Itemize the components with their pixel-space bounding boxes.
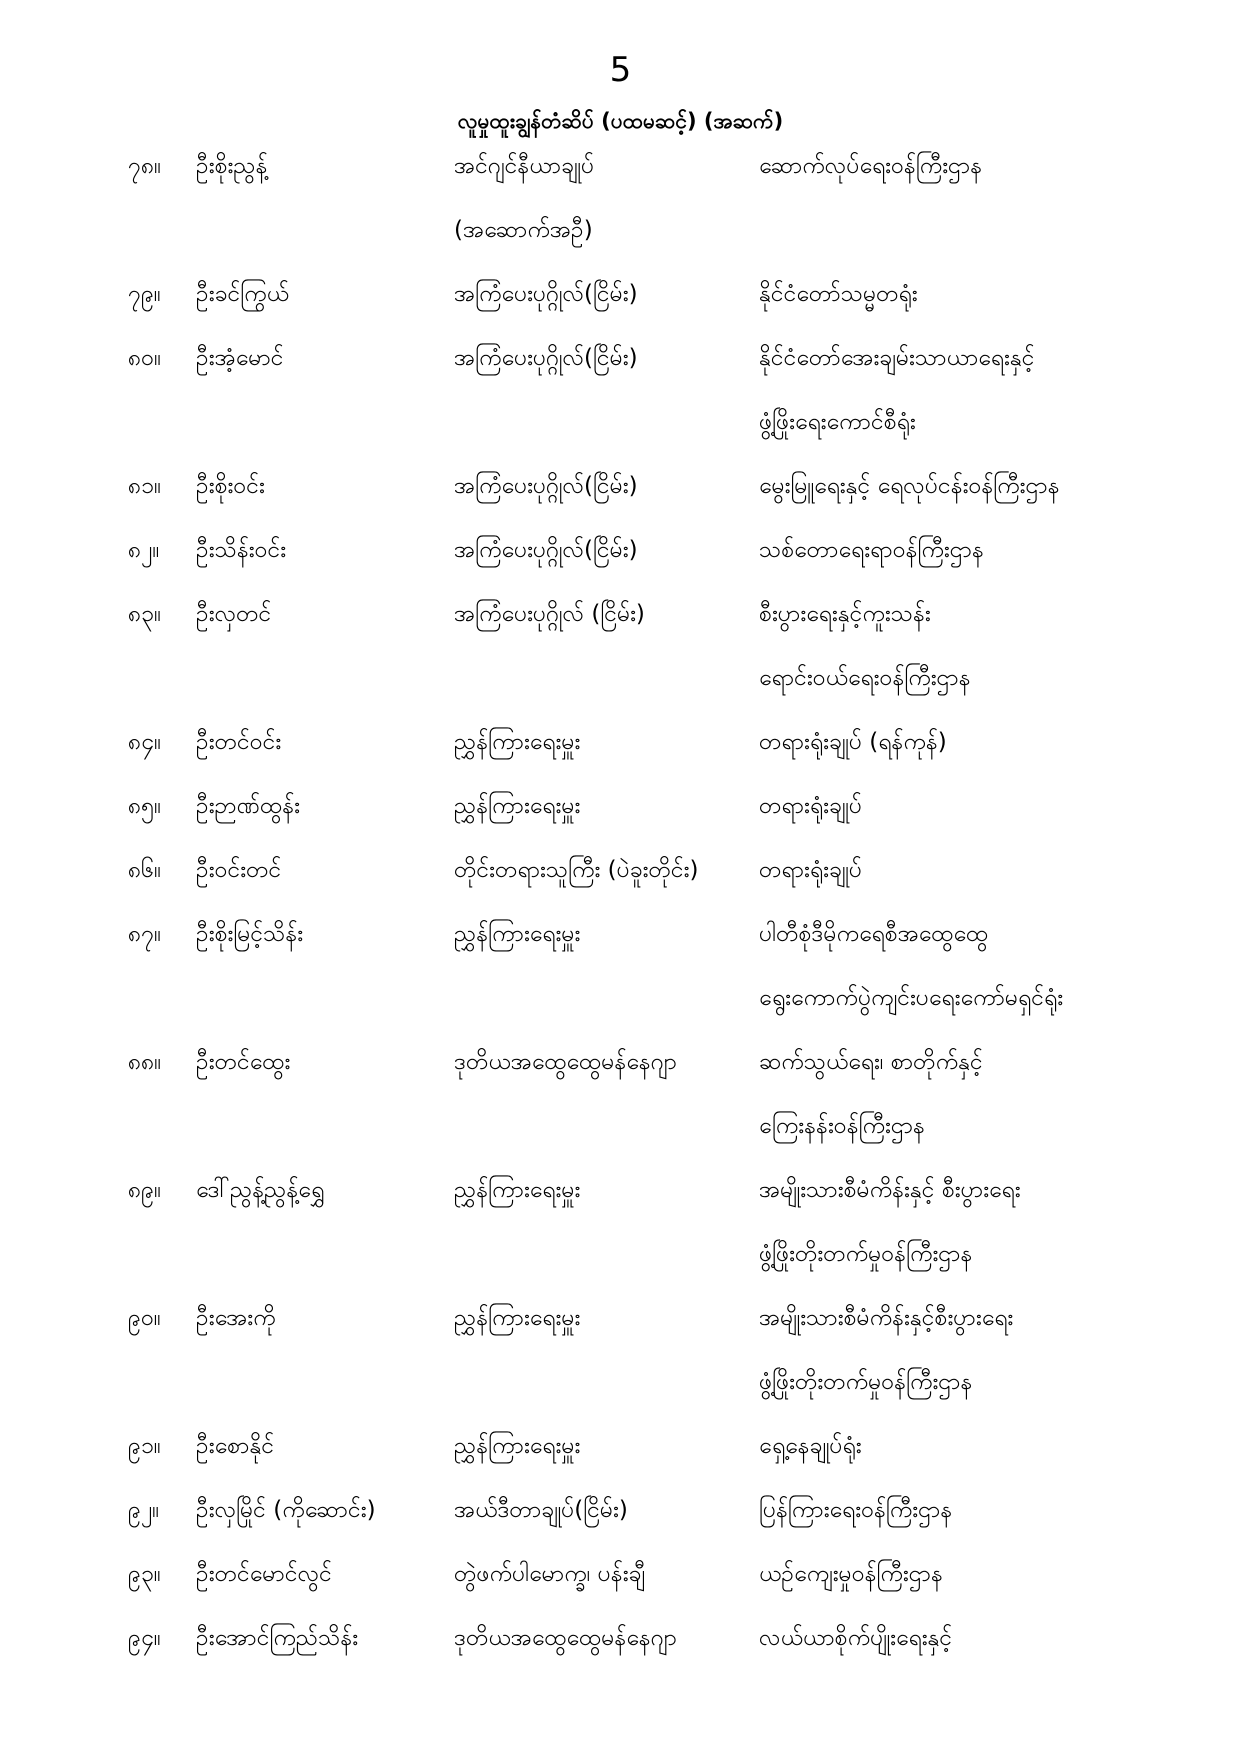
position-cell: [454, 598, 759, 630]
row-number-cell: [128, 1494, 196, 1526]
department-cell: [759, 1494, 1201, 1526]
department-cell: [759, 278, 1201, 310]
name-cell: [196, 150, 454, 182]
name-cell: [196, 1302, 454, 1334]
name-cell: [196, 1494, 454, 1526]
row-number: ၇၉။: [128, 281, 161, 307]
row-number-cell: [128, 342, 196, 374]
recipient-name: ဦးလှတင်: [196, 601, 272, 627]
department-text-line: ဖွံ့ဖြိုးရေးကောင်စီရုံး: [759, 409, 916, 435]
department-cell: [759, 150, 1201, 182]
position-text-line: ညွှန်ကြားရေးမှူး: [454, 1177, 581, 1203]
position-text-line: တိုင်းတရားသူကြီး (ပဲခူးတိုင်း): [454, 857, 699, 883]
department-text-line: ပြန်ကြားရေးဝန်ကြီးဌာန: [759, 1497, 953, 1523]
award-list-table: [128, 150, 1201, 1686]
position-text-line: ဒုတိယအထွေထွေမန်နေဂျာ: [454, 1625, 677, 1651]
row-number: ၉၀။: [128, 1305, 161, 1331]
row-number: ၈၉။: [128, 1177, 162, 1203]
name-cell: [196, 854, 454, 886]
department-text-line: နိုင်ငံတော်အေးချမ်းသာယာရေးနှင့်: [759, 345, 1035, 371]
table-row: [128, 598, 1201, 694]
table-row: [128, 342, 1201, 438]
position-cell: [454, 470, 759, 502]
position-text-line: ညွှန်ကြားရေးမှူး: [454, 921, 581, 947]
position-text-line: အင်ဂျင်နီယာချုပ်: [454, 153, 595, 179]
position-text-line: အကြံပေးပုဂ္ဂိုလ်(ငြိမ်း): [454, 281, 638, 307]
position-cell: [454, 790, 759, 822]
row-number-cell: [128, 1622, 196, 1654]
position-text-line: ညွှန်ကြားရေးမှူး: [454, 1305, 581, 1331]
department-cell: [759, 854, 1201, 886]
table-row: [128, 470, 1201, 502]
department-cell: [759, 1302, 1201, 1398]
position-cell: [454, 726, 759, 758]
row-number: ၈၂။: [128, 537, 160, 563]
recipient-name: ဦးလှမြိုင် (ကိုဆောင်း): [196, 1497, 376, 1523]
recipient-name: ဦးစိုးညွန့်: [196, 153, 268, 179]
department-cell: [759, 1622, 1201, 1654]
row-number-cell: [128, 534, 196, 566]
recipient-name: ဦးတင်မောင်လွင်: [196, 1561, 332, 1587]
row-number: ၈၆။: [128, 857, 162, 883]
row-number-cell: [128, 1046, 196, 1078]
department-text-line: ဖွံ့ဖြိုးတိုးတက်မှုဝန်ကြီးဌာန: [759, 1241, 973, 1267]
table-row: [128, 150, 1201, 246]
position-cell: [454, 1430, 759, 1462]
recipient-name: ဦးစိုးမြင့်သိန်း: [196, 921, 304, 947]
row-number: ၈၈။: [128, 1049, 162, 1075]
department-text-line: အမျိုးသားစီမံကိန်းနှင့် စီးပွားရေး: [759, 1177, 1021, 1203]
department-text-line: ဆက်သွယ်ရေး၊ စာတိုက်နှင့်: [759, 1049, 983, 1075]
department-text-line: မွေးမြူရေးနှင့် ရေလုပ်ငန်းဝန်ကြီးဌာန: [759, 473, 1060, 499]
name-cell: [196, 1174, 454, 1206]
department-text-line: ဆောက်လုပ်ရေးဝန်ကြီးဌာန: [759, 153, 983, 179]
department-text-line: ရှေ့နေချုပ်ရုံး: [759, 1433, 862, 1459]
page-number: 5: [609, 50, 632, 90]
department-cell: [759, 1174, 1201, 1270]
position-cell: [454, 1302, 759, 1334]
recipient-name: ဦးအေးကို: [196, 1305, 276, 1331]
row-number: ၉၂။: [128, 1497, 160, 1523]
row-number-cell: [128, 598, 196, 630]
row-number: ၈၃။: [128, 601, 162, 627]
document-title: လူမှုထူးချွန်တံဆိပ် (ပထမဆင့်) (အဆက်): [457, 109, 784, 133]
department-cell: [759, 534, 1201, 566]
row-number: ၈၅။: [128, 793, 162, 819]
row-number: ၉၁။: [128, 1433, 161, 1459]
table-row: [128, 1558, 1201, 1590]
table-row: [128, 534, 1201, 566]
department-cell: [759, 1046, 1201, 1142]
department-text-line: တရားရုံးချုပ်: [759, 793, 862, 819]
position-text-line: အကြံပေးပုဂ္ဂိုလ် (ငြိမ်း): [454, 601, 645, 627]
row-number-cell: [128, 1174, 196, 1206]
table-row: [128, 1302, 1201, 1398]
department-cell: [759, 726, 1201, 758]
position-cell: [454, 150, 759, 246]
row-number-cell: [128, 470, 196, 502]
recipient-name: ဦးတင်ဝင်း: [196, 729, 282, 755]
recipient-name: ဦးဝင်းတင်: [196, 857, 282, 883]
table-row: [128, 854, 1201, 886]
department-text-line: ရောင်းဝယ်ရေးဝန်ကြီးဌာန: [759, 665, 971, 691]
row-number: ၇၈။: [128, 153, 162, 179]
department-cell: [759, 1430, 1201, 1462]
department-cell: [759, 1558, 1201, 1590]
position-text-line: ညွှန်ကြားရေးမှူး: [454, 1433, 581, 1459]
row-number: ၈၄။: [128, 729, 162, 755]
row-number-cell: [128, 1558, 196, 1590]
table-row: [128, 918, 1201, 1014]
name-cell: [196, 598, 454, 630]
table-row: [128, 1046, 1201, 1142]
name-cell: [196, 278, 454, 310]
department-cell: [759, 598, 1201, 694]
row-number-cell: [128, 278, 196, 310]
recipient-name: ဦးခင်ကြွယ်: [196, 281, 289, 307]
department-text-line: နိုင်ငံတော်သမ္မတရုံး: [759, 281, 918, 307]
recipient-name: ဦးအံ့မောင်: [196, 345, 284, 371]
position-cell: [454, 918, 759, 950]
department-text-line: ကြေးနန်းဝန်ကြီးဌာန: [759, 1113, 925, 1139]
recipient-name: ဦးစောနိုင်: [196, 1433, 275, 1459]
position-text-line: အကြံပေးပုဂ္ဂိုလ်(ငြိမ်း): [454, 345, 638, 371]
name-cell: [196, 918, 454, 950]
position-cell: [454, 854, 759, 886]
position-text-line: ညွှန်ကြားရေးမှူး: [454, 793, 581, 819]
name-cell: [196, 726, 454, 758]
position-cell: [454, 342, 759, 374]
table-row: [128, 1494, 1201, 1526]
row-number: ၈၇။: [128, 921, 162, 947]
row-number-cell: [128, 150, 196, 182]
position-cell: [454, 1622, 759, 1654]
department-text-line: လယ်ယာစိုက်ပျိုးရေးနှင့်: [759, 1625, 953, 1651]
recipient-name: ဒေါ်ညွန့်ညွန့်ရွှေ: [196, 1177, 325, 1203]
department-text-line: ပါတီစုံဒီမိုကရေစီအထွေထွေ: [759, 921, 989, 947]
name-cell: [196, 470, 454, 502]
row-number-cell: [128, 1430, 196, 1462]
department-cell: [759, 470, 1201, 502]
position-text-line: တွဲဖက်ပါမောက္ခ၊ ပန်းချီ: [454, 1561, 646, 1587]
row-number: ၉၄။: [128, 1625, 161, 1651]
table-row: [128, 790, 1201, 822]
position-text-line: အကြံပေးပုဂ္ဂိုလ်(ငြိမ်း): [454, 473, 638, 499]
department-text-line: ရွေးကောက်ပွဲကျင်းပရေးကော်မရှင်ရုံး: [759, 985, 1064, 1011]
name-cell: [196, 790, 454, 822]
position-cell: [454, 278, 759, 310]
position-text-line: ဒုတိယအထွေထွေမန်နေဂျာ: [454, 1049, 677, 1075]
table-row: [128, 278, 1201, 310]
name-cell: [196, 534, 454, 566]
name-cell: [196, 1430, 454, 1462]
row-number-cell: [128, 1302, 196, 1334]
department-cell: [759, 790, 1201, 822]
position-cell: [454, 1558, 759, 1590]
department-text-line: ယဉ်ကျေးမှုဝန်ကြီးဌာန: [759, 1561, 943, 1587]
position-text-line: (အဆောက်အဦ): [454, 217, 593, 243]
recipient-name: ဦးအောင်ကြည်သိန်း: [196, 1625, 359, 1651]
table-row: [128, 726, 1201, 758]
name-cell: [196, 1046, 454, 1078]
row-number: ၉၃။: [128, 1561, 161, 1587]
department-text-line: တရားရုံးချုပ်: [759, 857, 862, 883]
position-text-line: ညွှန်ကြားရေးမှူး: [454, 729, 581, 755]
department-text-line: စီးပွားရေးနှင့်ကူးသန်း: [759, 601, 931, 627]
row-number-cell: [128, 726, 196, 758]
row-number-cell: [128, 790, 196, 822]
table-row: [128, 1622, 1201, 1654]
recipient-name: ဦးစိုးဝင်း: [196, 473, 265, 499]
name-cell: [196, 342, 454, 374]
name-cell: [196, 1558, 454, 1590]
position-cell: [454, 1174, 759, 1206]
department-text-line: တရားရုံးချုပ် (ရန်ကုန်): [759, 729, 947, 755]
position-text-line: အကြံပေးပုဂ္ဂိုလ်(ငြိမ်း): [454, 537, 638, 563]
recipient-name: ဦးဉာဏ်ထွန်း: [196, 793, 300, 819]
row-number-cell: [128, 854, 196, 886]
position-cell: [454, 534, 759, 566]
department-text-line: အမျိုးသားစီမံကိန်းနှင့်စီးပွားရေး: [759, 1305, 1014, 1331]
recipient-name: ဦးတင်ထွေး: [196, 1049, 291, 1075]
position-cell: [454, 1046, 759, 1078]
name-cell: [196, 1622, 454, 1654]
row-number: ၈၁။: [128, 473, 162, 499]
position-text-line: အယ်ဒီတာချုပ်(ငြိမ်း): [454, 1497, 628, 1523]
department-text-line: သစ်တောရေးရာဝန်ကြီးဌာန: [759, 537, 984, 563]
position-cell: [454, 1494, 759, 1526]
department-cell: [759, 342, 1201, 438]
recipient-name: ဦးသိန်းဝင်း: [196, 537, 287, 563]
row-number-cell: [128, 918, 196, 950]
table-row: [128, 1174, 1201, 1270]
department-cell: [759, 918, 1201, 1014]
table-row: [128, 1430, 1201, 1462]
department-text-line: ဖွံ့ဖြိုးတိုးတက်မှုဝန်ကြီးဌာန: [759, 1369, 973, 1395]
row-number: ၈၀။: [128, 345, 162, 371]
